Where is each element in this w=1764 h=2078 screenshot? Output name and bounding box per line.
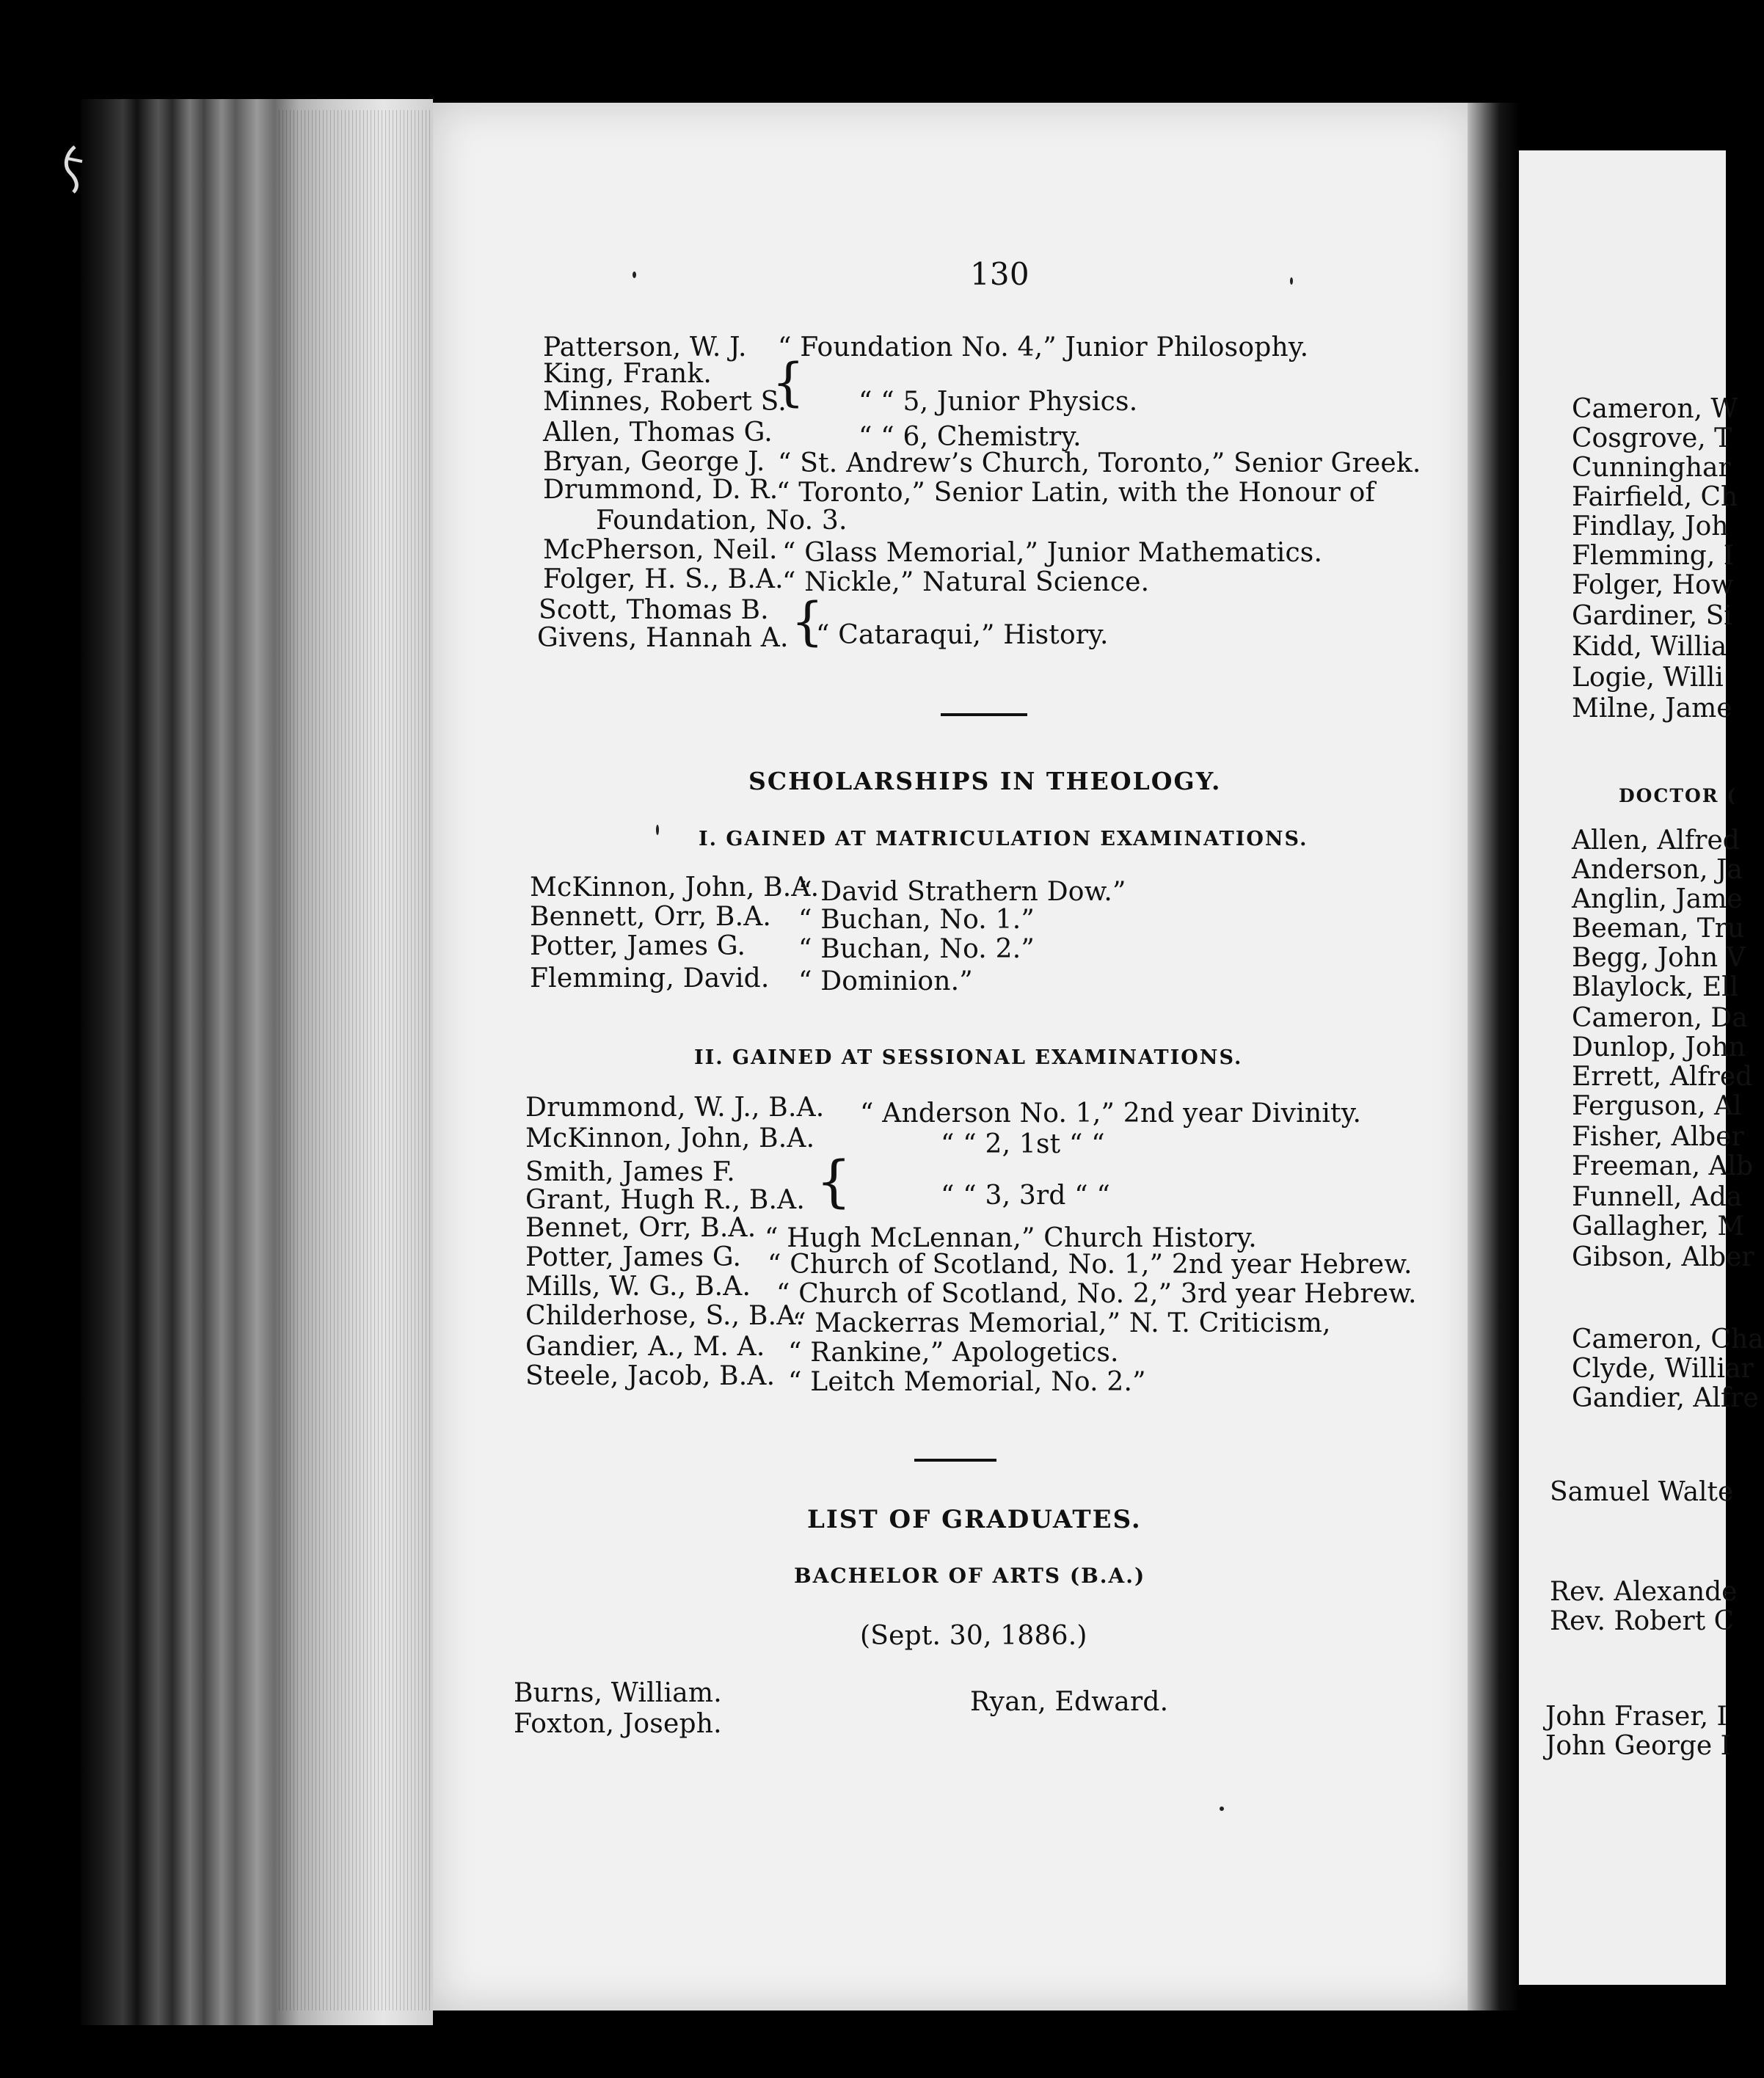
right-entry: Gallagher, M [1572,1211,1745,1242]
right-entry: Folger, How [1572,570,1734,600]
right-entry: Cameron, Cha [1572,1324,1764,1355]
right-entry: Cunninghar [1572,453,1731,483]
scholar-name: Mills, W. G., B.A. [525,1272,751,1302]
right-entry: Freeman, Alb [1572,1151,1754,1181]
scholar-name: Smith, James F. [525,1157,735,1187]
book-gutter [1468,103,1520,2010]
section-heading: II. GAINED AT SESSIONAL EXAMINATIONS. [694,1046,1243,1069]
award-name: Allen, Thomas G. [543,418,773,448]
award-title: “ Toronto,” Senior Latin, with the Honour of [776,478,1376,508]
right-entry: Gibson, Alber [1572,1242,1754,1272]
scholar-name: Potter, James G. [525,1242,742,1272]
scholarship-title: “ Leitch Memorial, No. 2.” [788,1367,1146,1397]
right-entry: Cameron, W [1572,394,1738,424]
award-title: “ Cataraqui,” History. [816,620,1109,650]
scholarship-title: “ Buchan, No. 2.” [798,934,1035,964]
scholarship-title: “ Anderson No. 1,” 2nd year Divinity. [860,1098,1362,1129]
award-name: King, Frank. [543,359,712,389]
print-speck [633,271,636,278]
scholar-name: Bennett, Orr, B.A. [530,902,772,932]
scholarship-title: “ Dominion.” [798,966,973,996]
right-entry: Gardiner, Si [1572,601,1732,631]
award-name: Givens, Hannah A. [537,623,789,653]
scholar-name: Bennet, Orr, B.A. [525,1213,757,1243]
right-heading: DOCTOR ( [1619,785,1738,806]
brace-glyph: { [791,591,824,652]
award-name: Minnes, Robert S. [543,387,787,417]
scholarship-title: “ “ 2, 1st “ “ [941,1129,1105,1159]
scholar-name: McKinnon, John, B.A. [525,1123,815,1153]
right-entry: Gandier, Alfre [1572,1383,1759,1413]
scholarship-title: “ Rankine,” Apologetics. [788,1338,1119,1368]
right-entry: Allen, Alfred [1572,825,1740,856]
right-entry: Anglin, Jame [1572,884,1743,914]
right-entry: Blaylock, Ell [1572,972,1739,1002]
print-speck [656,825,659,835]
right-entry: Begg, John V [1572,943,1746,973]
scholar-name: McKinnon, John, B.A. [530,872,820,903]
right-entry: Findlay, Joh [1572,511,1729,542]
scholar-name: Potter, James G. [530,931,746,961]
scholarship-title: “ Mackerras Memorial,” N. T. Criticism, [792,1308,1331,1338]
scholarship-title: “ “ 3, 3rd “ “ [941,1181,1111,1211]
right-entry: Cameron, Da [1572,1003,1748,1033]
scholarship-title: “ Buchan, No. 1.” [798,905,1035,935]
right-entry: Kidd, Willia [1572,632,1727,662]
scholar-name: Steele, Jacob, B.A. [525,1361,776,1391]
theology-heading: SCHOLARSHIPS IN THEOLOGY. [748,767,1222,795]
award-title: “ “ 5, Junior Physics. [859,387,1138,417]
award-title: “ Glass Memorial,” Junior Mathematics. [782,538,1323,568]
award-name-continuation: Foundation, No. 3. [596,506,848,536]
scholar-name: Childerhose, S., B.A. [525,1301,805,1331]
right-entry: Fairfield, Ch [1572,482,1738,512]
section-rule [941,713,1027,716]
right-entry: Errett, Alfred [1572,1062,1753,1092]
page-leaf-lines [279,110,433,2010]
scholarship-title: “ Church of Scotland, No. 2,” 3rd year Hebrew. [776,1279,1417,1309]
scholar-name: Drummond, W. J., B.A. [525,1093,825,1123]
print-speck [1290,277,1293,285]
graduate-name: Ryan, Edward. [970,1687,1169,1717]
graduate-name: Foxton, Joseph. [514,1709,722,1739]
award-name: McPherson, Neil. [543,535,778,565]
award-title: “ “ 6, Chemistry. [859,422,1082,452]
award-name: Folger, H. S., B.A. [543,564,784,594]
award-name: Bryan, George J. [543,447,765,477]
right-entry: Anderson, Ja [1572,855,1743,885]
right-entry: Rev. Alexande [1550,1577,1738,1607]
scholar-name: Flemming, David. [530,963,770,994]
graduates-subheading: BACHELOR OF ARTS (B.A.) [794,1564,1146,1588]
right-entry: Flemming, I [1572,541,1734,571]
page-number: 130 [970,256,1029,292]
scholar-name: Grant, Hugh R., B.A. [525,1185,805,1215]
graduates-date: (Sept. 30, 1886.) [860,1621,1087,1651]
award-name: Drummond, D. R. [543,475,779,505]
right-entry: Samuel Walte [1550,1477,1734,1507]
right-entry: Funnell, Ada [1572,1182,1743,1212]
award-title: “ St. Andrew’s Church, Toronto,” Senior Greek. [778,448,1421,478]
right-entry: Ferguson, Al [1572,1091,1742,1121]
right-entry: Beeman, Tru [1572,914,1745,944]
right-entry: Rev. Robert C [1550,1606,1735,1636]
print-speck [1220,1807,1224,1811]
graduate-name: Burns, William. [514,1678,722,1708]
right-entry: Dunlop, John [1572,1032,1746,1062]
scholarship-title: “ Church of Scotland, No. 1,” 2nd year Hebrew. [768,1250,1413,1280]
award-title: “ Foundation No. 4,” Junior Philosophy. [778,332,1309,362]
award-name: Scott, Thomas B. [539,595,769,625]
scholarship-title: “ David Strathern Dow.” [798,877,1126,907]
right-entry: Logie, Willi [1572,663,1724,693]
scholar-name: Gandier, A., M. A. [525,1332,765,1362]
brace-glyph: { [816,1148,852,1214]
award-title: “ Nickle,” Natural Science. [782,567,1150,597]
scholarship-title: “ Hugh McLennan,” Church History. [765,1223,1257,1253]
section-heading: I. GAINED AT MATRICULATION EXAMINATIONS. [699,828,1308,850]
right-entry: John Fraser, I [1545,1702,1727,1732]
section-rule [914,1459,996,1462]
right-entry: Clyde, Williar [1572,1354,1754,1384]
right-entry: Fisher, Alber [1572,1122,1744,1152]
right-entry: Milne, Jame [1572,693,1732,723]
right-entry: John George I [1545,1731,1731,1761]
graduates-heading: LIST OF GRADUATES. [807,1505,1142,1534]
brace-glyph: { [772,352,805,412]
binding-clip-icon [60,144,90,195]
right-entry: Cosgrove, T [1572,423,1732,453]
award-name: Patterson, W. J. [543,332,747,362]
